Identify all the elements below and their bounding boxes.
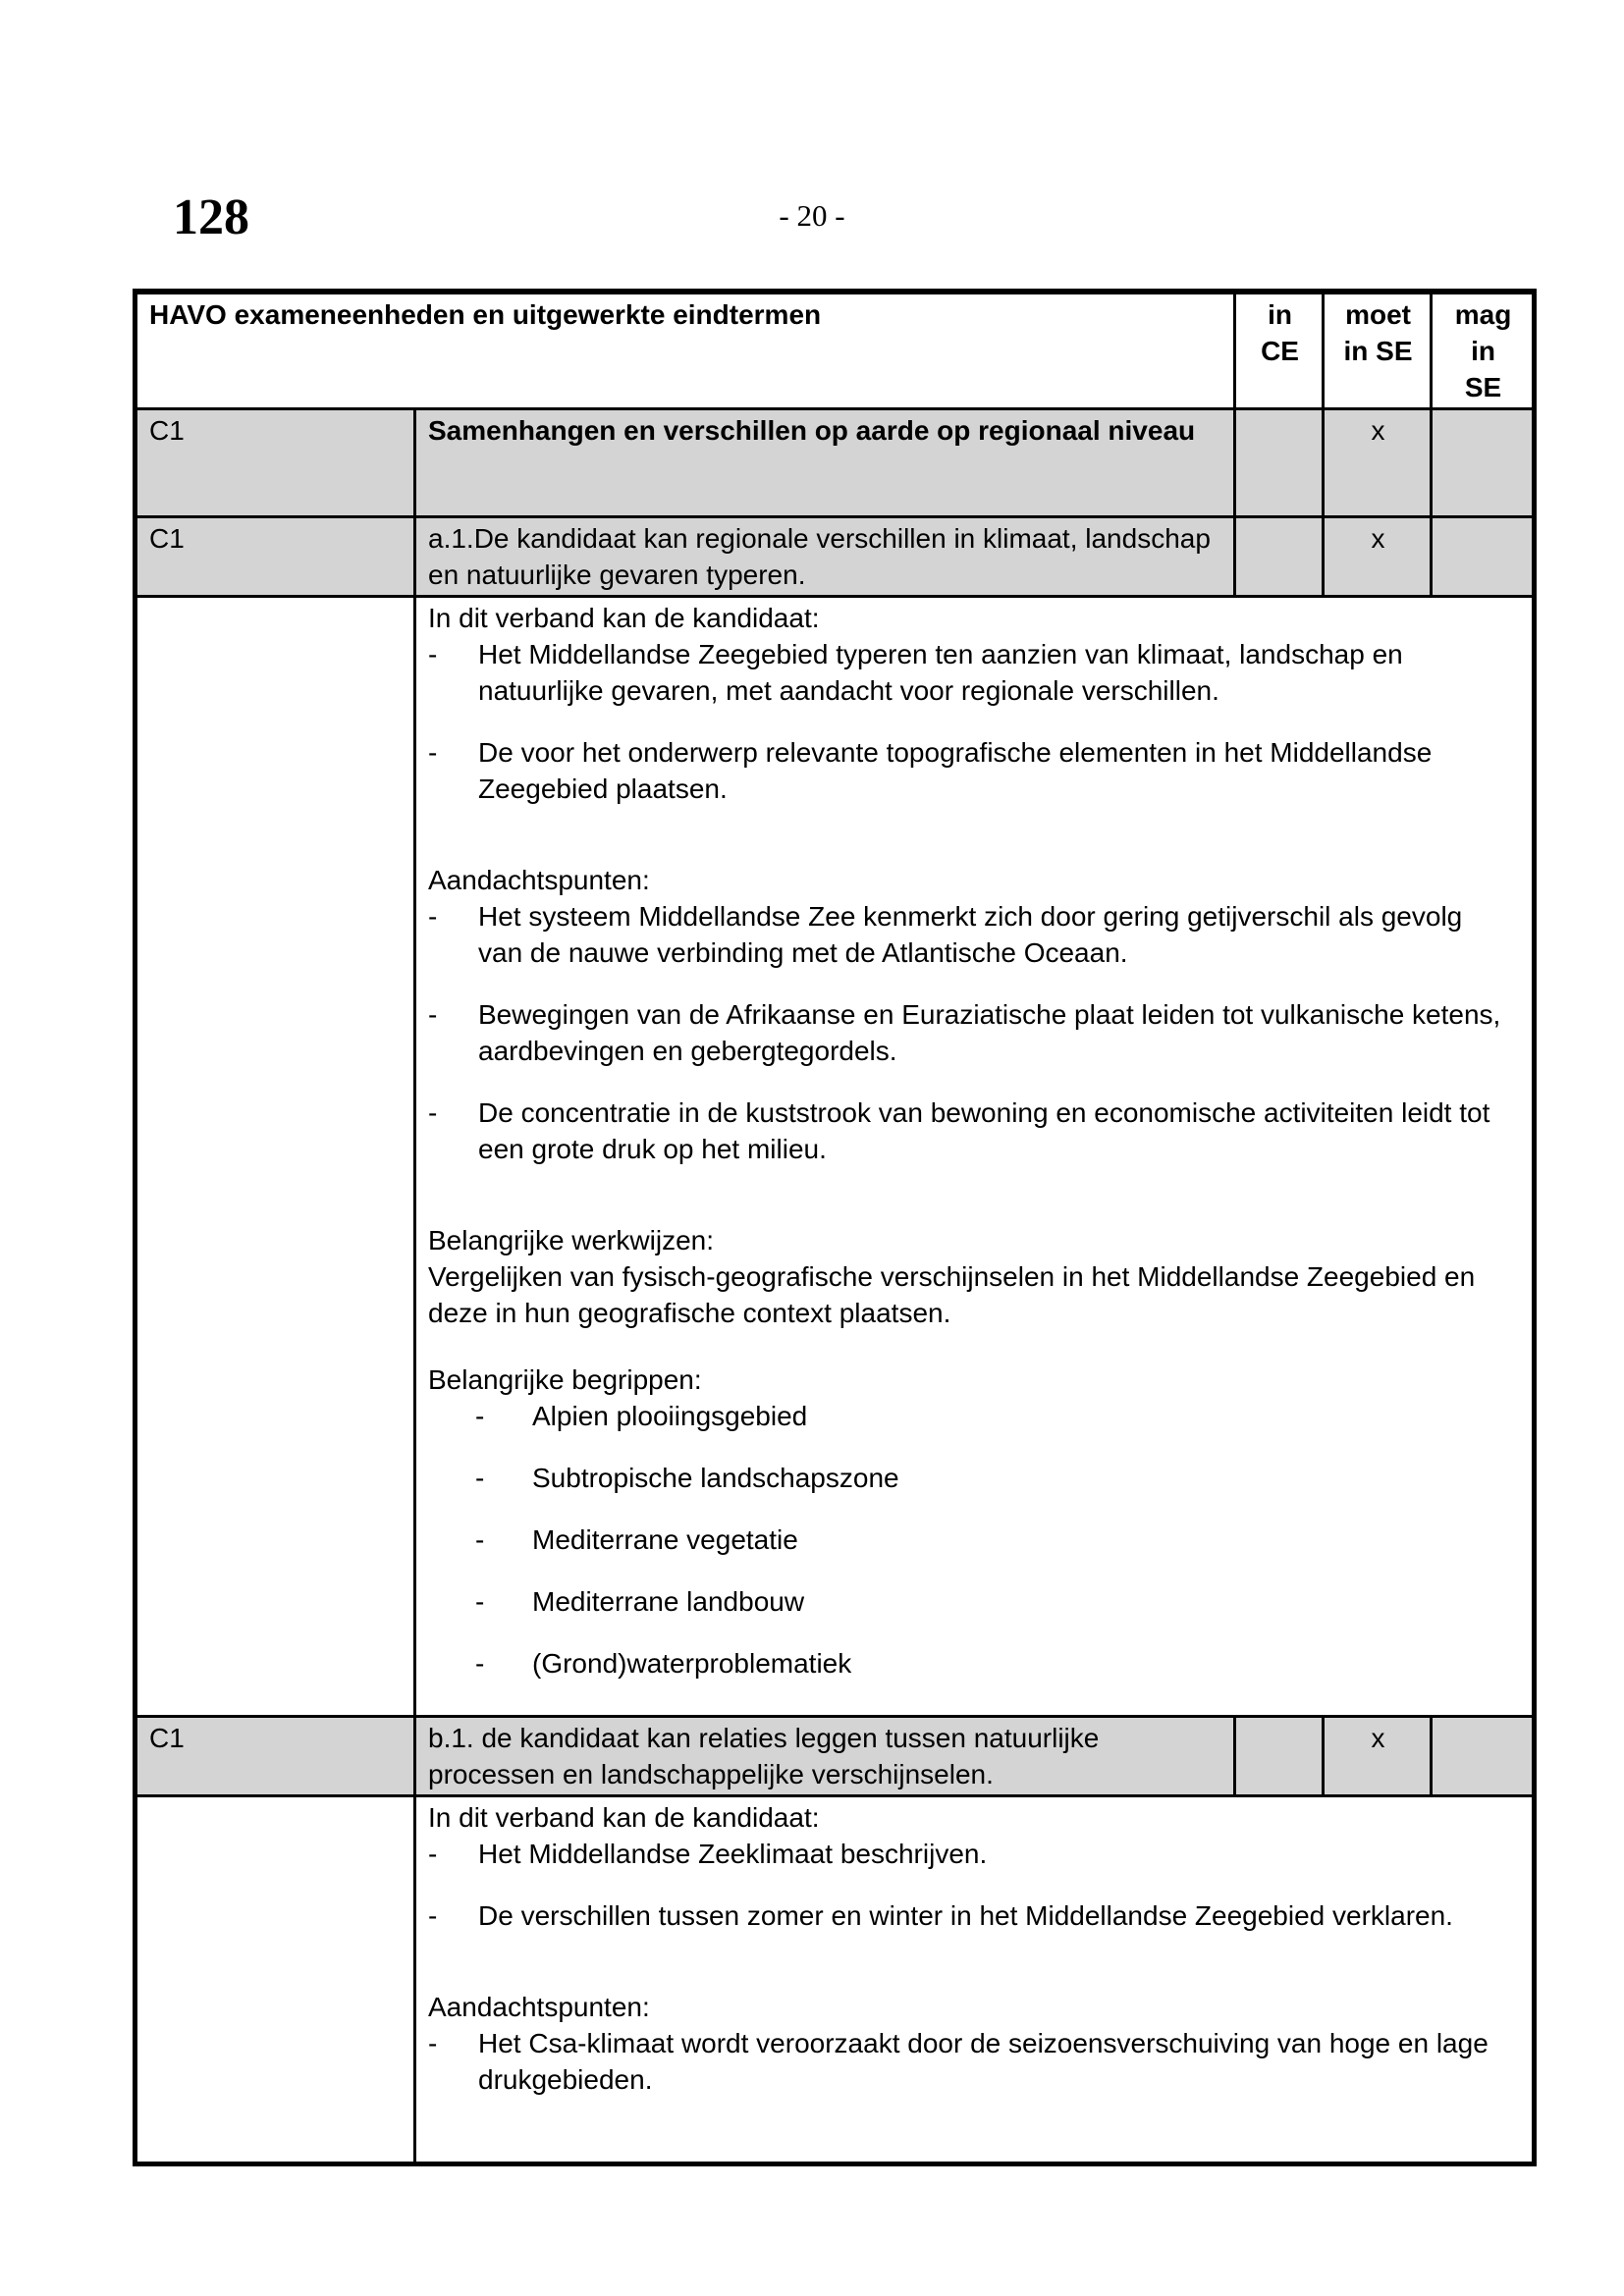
empty-code-cell [135,1796,415,2164]
begrip-item [475,1645,1522,1682]
mag-in-se-mark-cell [1432,1717,1535,1796]
bullet-dash: - [428,901,438,932]
section-heading-begrippen: Belangrijke begrippen: [428,1364,702,1395]
begrip-text: Alpien plooiingsgebied [532,1401,808,1431]
werkwijzen-text: Vergelijken van fysisch-geografische verschijnselen in het Middellandse Zeegebied en deze in hun geografische context plaatsen. [428,1261,1476,1328]
in-ce-mark-cell [1235,517,1324,597]
in-ce-mark-cell [1235,409,1324,517]
bullet-dash: - [428,737,438,768]
bullet-item [428,1897,1522,1934]
bullet-dash: - [428,639,438,669]
column-header-moet-in-se-label: moet in SE [1343,299,1413,366]
mag-in-se-mark-cell [1432,409,1535,517]
detail-intro: In dit verband kan de kandidaat: [428,603,820,633]
table-row-detail-a1 [135,597,1535,1717]
term-text-cell: a.1.De kandidaat kan regionale verschillen in klimaat, landschap en natuurlijke gevaren typeren. [415,517,1235,597]
bullet-item [428,898,1522,971]
table-title-cell: HAVO exameneenheden en uitgewerkte eindtermen [135,292,1235,409]
bullet-item [428,734,1522,807]
table-row-term-a1 [135,517,1535,597]
column-header-in-ce [1235,292,1324,409]
bullet-dash: - [475,1648,485,1679]
section-heading-werkwijzen: Belangrijke werkwijzen: [428,1225,715,1255]
begrip-item [475,1398,1522,1434]
detail-intro: In dit verband kan de kandidaat: [428,1802,820,1833]
bullet-dash: - [428,1839,438,1869]
bullet-dash: - [475,1524,485,1555]
unit-code-cell: C1 [135,409,415,517]
begrip-text: Mediterrane landbouw [532,1586,805,1617]
bullet-text: De voor het onderwerp relevante topografische elementen in het Middellandse Zeegebied plaatsen. [478,737,1433,804]
column-header-in-ce-label: in CE [1261,299,1299,366]
detail-content-cell [415,597,1535,1717]
bullet-text: Bewegingen van de Afrikaanse en Euraziatische plaat leiden tot vulkanische ketens, aardbevingen en gebergtegordels. [478,999,1501,1066]
page-number: 128 [173,189,249,245]
bullet-item [428,1095,1522,1167]
exam-units-table [133,289,1537,2166]
moet-in-se-mark-cell: x [1324,409,1432,517]
begrip-text: Subtropische landschapszone [532,1463,899,1493]
unit-code-cell: C1 [135,1717,415,1796]
bullet-dash: - [475,1463,485,1493]
bullet-text: De verschillen tussen zomer en winter in het Middellandse Zeegebied verklaren. [478,1900,1453,1931]
unit-code-cell: C1 [135,517,415,597]
table-row-detail-b1 [135,1796,1535,2164]
begrip-item [475,1522,1522,1558]
begrip-item [475,1460,1522,1496]
in-ce-mark-cell [1235,1717,1324,1796]
bullet-text: Het Csa-klimaat wordt veroorzaakt door de seizoensverschuiving van hoge en lage drukgebieden. [478,2028,1489,2095]
bullet-dash: - [475,1401,485,1431]
page-center-label: - 20 - [779,198,845,233]
section-heading-aandachtspunten: Aandachtspunten: [428,1992,650,2022]
column-header-mag-in-se-label: mag in SE [1454,299,1512,402]
table-row-term-b1 [135,1717,1535,1796]
bullet-dash: - [428,999,438,1030]
empty-code-cell [135,597,415,1717]
bullet-dash: - [428,1900,438,1931]
bullet-text: De concentratie in de kuststrook van bewoning en economische activiteiten leidt tot een grote druk op het milieu. [478,1097,1490,1164]
unit-title-cell: Samenhangen en verschillen op aarde op regionaal niveau [415,409,1235,517]
bullet-dash: - [428,1097,438,1128]
table-row-unit-c1 [135,409,1535,517]
section-heading-aandachtspunten: Aandachtspunten: [428,865,650,895]
bullet-text: Het Middellandse Zeegebied typeren ten aanzien van klimaat, landschap en natuurlijke gevaren, met aandacht voor regionale verschillen. [478,639,1403,706]
bullet-text: Het systeem Middellandse Zee kenmerkt zich door gering getijverschil als gevolg van de nauwe verbinding met de Atlantische Oceaan. [478,901,1463,968]
mag-in-se-mark-cell [1432,517,1535,597]
column-header-moet-in-se [1324,292,1432,409]
moet-in-se-mark-cell: x [1324,517,1432,597]
moet-in-se-mark-cell: x [1324,1717,1432,1796]
begrip-item [475,1583,1522,1620]
table-header-row [135,292,1535,409]
bullet-item [428,1836,1522,1872]
term-text-cell: b.1. de kandidaat kan relaties leggen tussen natuurlijke processen en landschappelijke verschijnselen. [415,1717,1235,1796]
detail-content-cell [415,1796,1535,2164]
bullet-item [428,636,1522,709]
bullet-dash: - [428,2028,438,2058]
bullet-item [428,2025,1522,2098]
bullet-text: Het Middellandse Zeeklimaat beschrijven. [478,1839,988,1869]
begrip-text: (Grond)waterproblematiek [532,1648,852,1679]
column-header-mag-in-se [1432,292,1535,409]
bullet-dash: - [475,1586,485,1617]
begrip-text: Mediterrane vegetatie [532,1524,798,1555]
bullet-item [428,996,1522,1069]
